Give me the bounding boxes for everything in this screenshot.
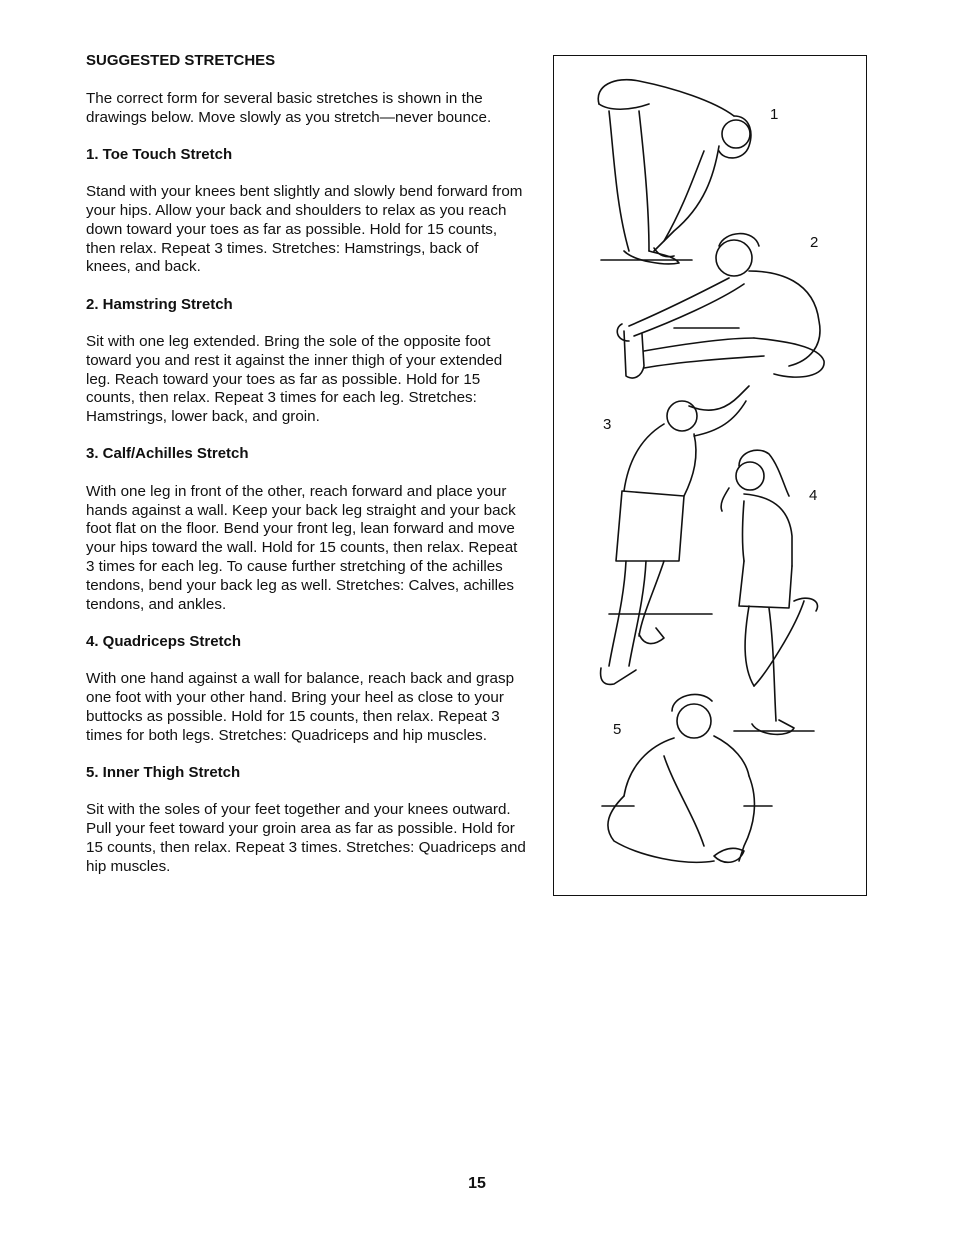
stretch-3-text: With one leg in front of the other, reach forward and place your hands against a wall. Keep your back leg straight and your back foot flat on the floor. Bend your front leg, lean forward and move your hips toward the wall. Hold for 15 counts, then relax. Repeat 3 times for each leg. To cause further stretching of the achilles tendons, bend your back leg as well. Stretches: Calves, achilles tendons, and ankles. bbox=[86, 482, 518, 613]
stretch-5-title: 5. Inner Thigh Stretch bbox=[86, 763, 241, 781]
stretch-4-text: With one hand against a wall for balance, reach back and grasp one foot with your other hand. Bring your heel as close to your buttocks as possible. Hold for 15 counts, then relax. Repeat 3 times for both legs. Stretches: Quadriceps and hip muscles. bbox=[86, 670, 515, 744]
figure-label-1: 1 bbox=[770, 106, 779, 123]
inner-thigh-figure bbox=[602, 694, 772, 862]
quad-stretch-figure bbox=[721, 450, 817, 734]
stretch-1-text: Stand with your knees bent slightly and slowly bend forward from your hips. Allow your back and shoulders to relax as you reach down toward your toes as far as possible. Hold for 15 counts, then relax. Repeat 3 times. Stretches: Hamstrings, back of knees, and back. bbox=[86, 183, 523, 276]
stretch-2-title: 2. Hamstring Stretch bbox=[86, 295, 233, 313]
stretch-drawings bbox=[554, 56, 868, 897]
figure-label-5: 5 bbox=[613, 721, 622, 738]
figure-label-3: 3 bbox=[603, 416, 612, 433]
stretch-illustrations bbox=[553, 55, 867, 896]
figure-label-2: 2 bbox=[810, 234, 819, 251]
stretch-1-title: 1. Toe Touch Stretch bbox=[86, 145, 233, 163]
calf-stretch-figure bbox=[601, 386, 749, 684]
text-column bbox=[86, 52, 526, 895]
stretch-3-title: 3. Calf/Achilles Stretch bbox=[86, 445, 249, 463]
figure-label-4: 4 bbox=[809, 487, 818, 504]
stretch-4-title: 4. Quadriceps Stretch bbox=[86, 632, 242, 650]
intro-paragraph: The correct form for several basic stretches is shown in the drawings below. Move slowly as you stretch—never bounce. bbox=[86, 89, 492, 126]
stretch-2-text: Sit with one leg extended. Bring the sole of the opposite foot toward you and rest it against the inner thigh of your extended leg. Reach toward your toes as far as possible. Hold for 15 counts, then relax. Repeat 3 times for each leg. Stretches: Hamstrings, lower back, and groin. bbox=[86, 332, 503, 426]
stretch-5-text: Sit with the soles of your feet together and your knees outward. Pull your feet toward your groin area as far as possible. Hold for 15 counts, then relax. Repeat 3 times. Stretches: Quadriceps and hip muscles. bbox=[86, 801, 526, 875]
page-heading: SUGGESTED STRETCHES bbox=[86, 52, 276, 69]
page-number: 15 bbox=[468, 1175, 486, 1192]
hamstring-figure bbox=[617, 234, 824, 378]
